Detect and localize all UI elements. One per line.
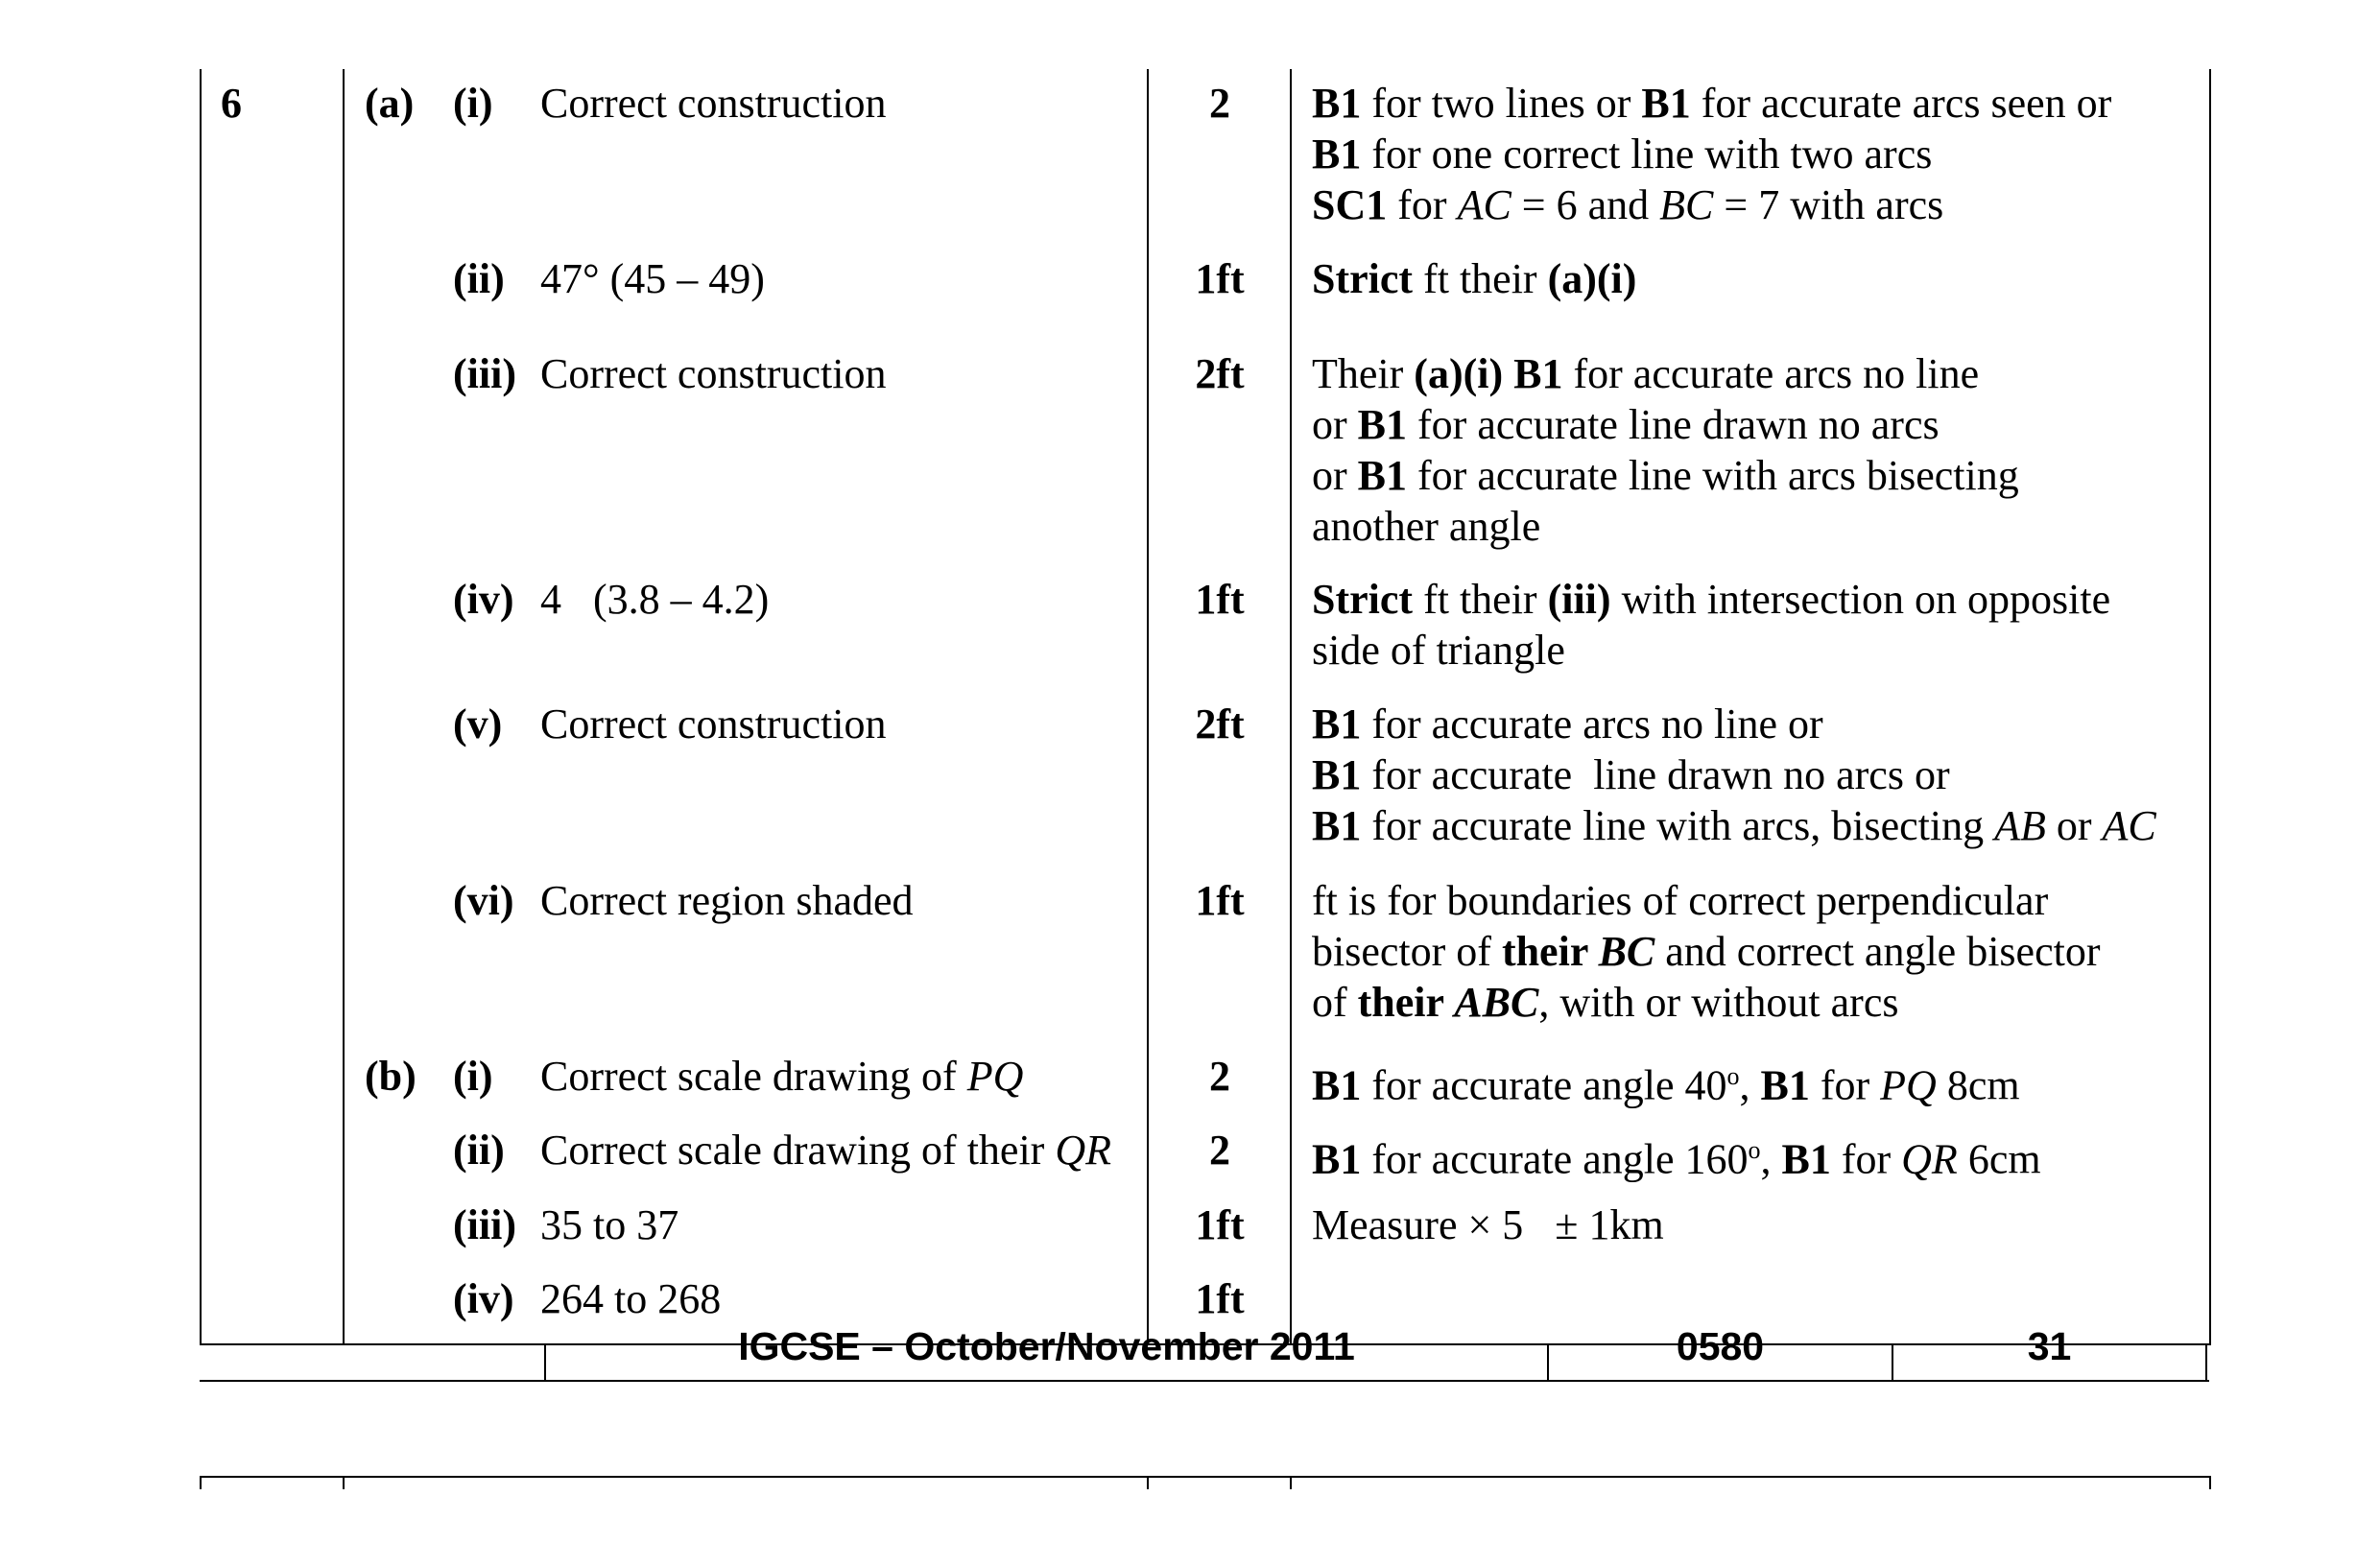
subpart-label: (v): [453, 700, 503, 748]
guidance-note: Measure × 5 ± 1km: [1312, 1201, 1664, 1248]
next-page-border-left: [200, 1476, 202, 1489]
subpart-label: (ii): [453, 255, 505, 302]
subpart-label: (iv): [453, 576, 514, 623]
next-page-table-top: [200, 1476, 2211, 1478]
answer-text: Correct scale drawing of their QR: [540, 1127, 1111, 1174]
footer-bottom-border: [200, 1380, 2209, 1382]
mark-value: 2: [1209, 1053, 1230, 1100]
mark-value: 2: [1209, 80, 1230, 127]
mark-value: 1ft: [1195, 255, 1245, 302]
footer-syllabus: 0580: [1676, 1332, 1765, 1368]
guidance-note: side of triangle: [1312, 627, 1565, 674]
guidance-note: B1 for accurate arcs no line or: [1312, 700, 1823, 748]
subpart-label: (iii): [453, 350, 516, 397]
guidance-note: ft is for boundaries of correct perpendicular: [1312, 877, 2049, 924]
question-number: 6: [221, 80, 242, 127]
next-page-divider-mark: [1290, 1476, 1292, 1489]
footer-title: IGCSE – October/November 2011: [738, 1332, 1355, 1368]
next-page-border-right: [2209, 1476, 2211, 1489]
footer-paper: 31: [2027, 1332, 2072, 1368]
guidance-note: B1 for accurate angle 160$^o$, B1 for QR 6cm: [1312, 1135, 2041, 1183]
table-border-left: [200, 69, 202, 1345]
answer-text: Correct construction: [540, 700, 887, 748]
mark-value: 1ft: [1195, 576, 1245, 623]
mark-value: 2ft: [1195, 700, 1245, 748]
answer-text: 35 to 37: [540, 1201, 679, 1248]
answer-text: Correct construction: [540, 350, 887, 397]
subpart-label: (i): [453, 80, 493, 127]
table-divider-question: [343, 69, 345, 1345]
mark-value: 2ft: [1195, 350, 1245, 397]
answer-text: 4 (3.8 – 4.2): [540, 576, 770, 623]
mark-value: 1ft: [1195, 1201, 1245, 1248]
answer-text: Correct region shaded: [540, 877, 914, 924]
mark-value: 1ft: [1195, 877, 1245, 924]
subpart-label: (iii): [453, 1201, 516, 1248]
subpart-label: (iv): [453, 1275, 514, 1322]
guidance-note: B1 for accurate angle 40$^o$, B1 for PQ 8cm: [1312, 1061, 2020, 1109]
guidance-note: Their (a)(i) B1 for accurate arcs no line: [1312, 350, 1980, 397]
part-label: (a): [365, 80, 415, 127]
answer-text: Correct construction: [540, 80, 887, 127]
guidance-note: or B1 for accurate line drawn no arcs: [1312, 401, 1940, 448]
table-border-right: [2209, 69, 2211, 1345]
subpart-label: (ii): [453, 1127, 505, 1174]
footer-border-right: [2205, 1343, 2207, 1382]
next-page-divider-answer: [1147, 1476, 1149, 1489]
guidance-note: B1 for one correct line with two arcs: [1312, 131, 1933, 178]
guidance-note: B1 for accurate line with arcs, bisecting AB or AC: [1312, 802, 2156, 849]
guidance-note: B1 for accurate line drawn no arcs or: [1312, 751, 1950, 798]
table-divider-answer: [1147, 69, 1149, 1345]
next-page-divider-question: [343, 1476, 345, 1489]
guidance-note: of their ABC, with or without arcs: [1312, 979, 1899, 1026]
mark-value: 2: [1209, 1127, 1230, 1174]
answer-text: Correct scale drawing of PQ: [540, 1053, 1024, 1100]
subpart-label: (i): [453, 1053, 493, 1100]
part-label: (b): [365, 1053, 416, 1100]
guidance-note: another angle: [1312, 503, 1541, 550]
guidance-note: B1 for two lines or B1 for accurate arcs seen or: [1312, 80, 2112, 127]
guidance-note: SC1 for AC = 6 and BC = 7 with arcs: [1312, 181, 1944, 228]
guidance-note: or B1 for accurate line with arcs bisecting: [1312, 452, 2019, 499]
answer-text: 47° (45 – 49): [540, 255, 765, 302]
guidance-note: Strict ft their (iii) with intersection on opposite: [1312, 576, 2111, 623]
table-divider-mark: [1290, 69, 1292, 1345]
guidance-note: Strict ft their (a)(i): [1312, 255, 1637, 302]
answer-text: 264 to 268: [540, 1275, 722, 1322]
subpart-label: (vi): [453, 877, 514, 924]
guidance-note: bisector of their BC and correct angle bisector: [1312, 928, 2101, 975]
mark-value: 1ft: [1195, 1275, 1245, 1322]
